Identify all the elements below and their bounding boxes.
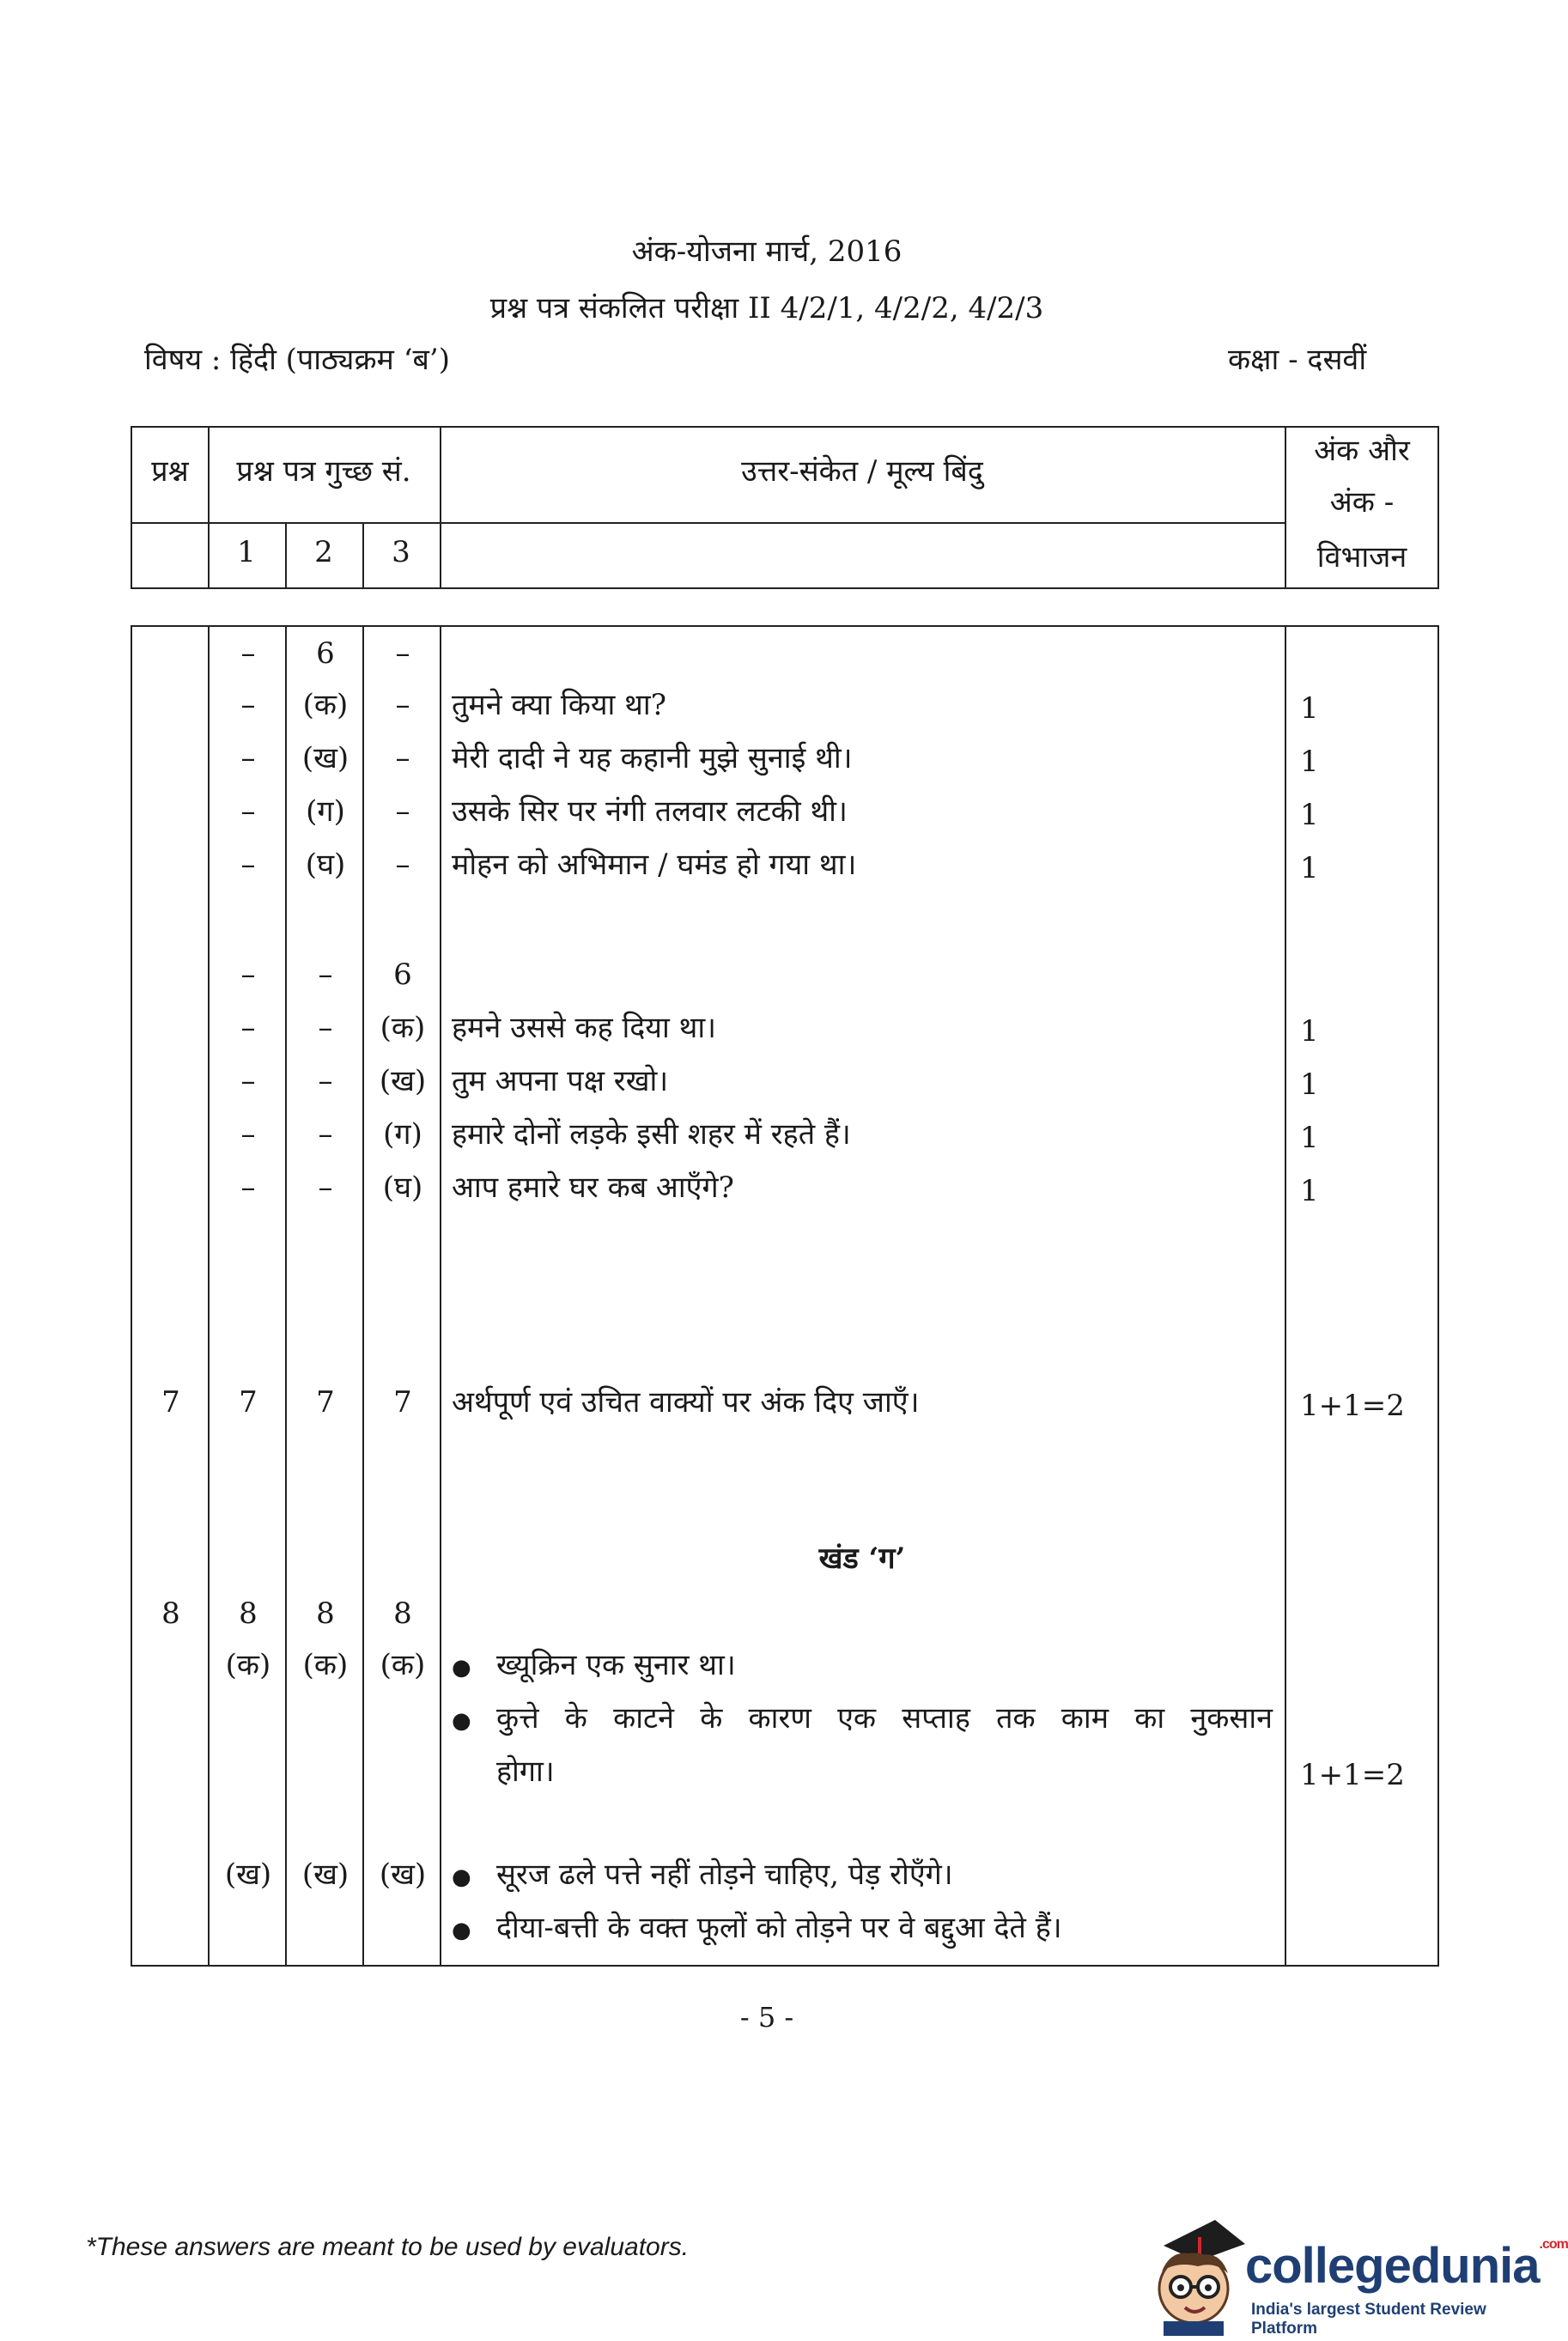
answer-text: ख्यूक्रिन एक सुनार था।: [496, 1648, 736, 1682]
answer-text: दीया-बत्ती के वक्त फूलों को तोड़ने पर वे बद्दुआ देते हैं।: [496, 1911, 1062, 1945]
cell-b: –: [318, 958, 333, 992]
cell-a: –: [240, 1170, 256, 1205]
question-number: 8: [161, 1596, 180, 1631]
cell-c: (क): [380, 1011, 426, 1045]
question-number: 7: [161, 1385, 180, 1420]
cell-b: 7: [316, 1385, 335, 1420]
header-set: प्रश्न पत्र गुच्छ सं.: [236, 454, 411, 489]
cell-a: –: [240, 688, 256, 722]
cell-c: (ख): [379, 1064, 427, 1098]
marks-value: 1: [1300, 851, 1319, 885]
page-title: अंक-योजना मार्च, 2016: [631, 234, 903, 269]
cell-b: (ग): [306, 794, 345, 829]
cell-a: –: [240, 794, 256, 829]
cell-c: 7: [393, 1385, 412, 1420]
header-answer: उत्तर-संकेत / मूल्य बिंदु: [741, 454, 983, 489]
cell-c: 6: [393, 958, 412, 992]
cell-c: –: [395, 794, 410, 829]
subject-label: विषय : हिंदी (पाठ्यक्रम ‘ब’): [144, 343, 450, 377]
marks-value: 1: [1300, 1174, 1319, 1208]
cell-a: 8: [239, 1596, 258, 1631]
answer-table: [131, 625, 1439, 1967]
header-marks-3: विभाजन: [1316, 540, 1407, 575]
marks-value: 1: [1300, 798, 1319, 832]
set-number-3: 3: [392, 535, 410, 569]
cell-b: –: [318, 1011, 333, 1045]
cell-b: 8: [316, 1596, 335, 1631]
cell-c: (क): [380, 1648, 426, 1682]
cell-a: 7: [239, 1385, 258, 1420]
answer-text: उसके सिर पर नंगी तलवार लटकी थी।: [452, 794, 848, 829]
header-question: प्रश्न: [151, 454, 189, 489]
cell-a: (क): [225, 1648, 271, 1682]
answer-text: तुम अपना पक्ष रखो।: [452, 1064, 669, 1098]
cell-b: (घ): [305, 848, 346, 882]
answer-text: होगा।: [496, 1754, 555, 1789]
bullet-icon: ●: [452, 1655, 471, 1681]
cell-c: –: [395, 688, 410, 722]
page-subtitle: प्रश्न पत्र संकलित परीक्षा II 4/2/1, 4/2/2, 4/2/3: [489, 291, 1044, 325]
cell-a: –: [240, 636, 256, 671]
cell-c: –: [395, 848, 410, 882]
logo-text: collegedunia$^{.com}$: [1245, 2237, 1568, 2294]
answer-text: मेरी दादी ने यह कहानी मुझे सुनाई थी।: [452, 741, 853, 775]
cell-b: (ख): [301, 1858, 349, 1892]
class-label: कक्षा - दसवीं: [1228, 343, 1367, 377]
cell-b: 6: [316, 636, 335, 671]
cell-c: 8: [393, 1596, 412, 1631]
cell-b: –: [318, 1170, 333, 1205]
answer-text: तुमने क्या किया था?: [452, 688, 666, 722]
cell-a: (ख): [224, 1858, 272, 1892]
marks-value: 1: [1300, 1014, 1319, 1049]
cell-a: –: [240, 848, 256, 882]
marks-value: 1: [1300, 1067, 1319, 1102]
logo-tagline: India's largest Student Review Platform: [1251, 2301, 1486, 2338]
set-number-1: 1: [237, 535, 256, 569]
cell-b: –: [318, 1117, 333, 1152]
mascot-icon: [1138, 2211, 1249, 2336]
cell-b: (ख): [301, 741, 349, 775]
answer-text: अर्थपूर्ण एवं उचित वाक्यों पर अंक दिए जाएँ।: [452, 1385, 920, 1420]
footer-note: *These answers are meant to be used by evaluators.: [86, 2233, 690, 2261]
page-number: - 5 -: [739, 2001, 794, 2034]
cell-b: –: [318, 1064, 333, 1098]
marks-value: 1+1=2: [1300, 1389, 1405, 1423]
cell-b: (क): [302, 1648, 349, 1682]
answer-text: मोहन को अभिमान / घमंड हो गया था।: [452, 848, 857, 882]
cell-c: –: [395, 636, 410, 671]
cell-a: –: [240, 1011, 256, 1045]
answer-text: कुत्ते के काटने के कारण एक सप्ताह तक काम का नुकसान: [496, 1701, 1273, 1736]
table-header: [131, 426, 1439, 589]
cell-c: (घ): [382, 1170, 423, 1205]
set-number-2: 2: [314, 535, 333, 569]
marks-value: 1: [1300, 745, 1319, 779]
section-title: खंड ‘ग’: [818, 1541, 906, 1576]
cell-c: (ख): [379, 1858, 427, 1892]
header-marks-1: अंक और: [1314, 434, 1410, 468]
bullet-icon: ●: [452, 1918, 471, 1943]
cell-c: (ग): [383, 1117, 422, 1152]
marks-value: 1: [1300, 691, 1319, 726]
cell-a: –: [240, 958, 256, 992]
header-marks-2: अंक -: [1329, 485, 1395, 520]
answer-text: आप हमारे घर कब आएँगे?: [452, 1170, 734, 1205]
cell-c: –: [395, 741, 410, 775]
collegedunia-logo[interactable]: [1138, 2211, 1568, 2338]
cell-a: –: [240, 1117, 256, 1152]
answer-text: सूरज ढले पत्ते नहीं तोड़ने चाहिए, पेड़ रोएँगे।: [496, 1858, 953, 1892]
cell-b: (क): [302, 688, 349, 722]
bullet-icon: ●: [452, 1708, 471, 1734]
cell-a: –: [240, 1064, 256, 1098]
cell-a: –: [240, 741, 256, 775]
bullet-icon: ●: [452, 1864, 471, 1890]
answer-text: हमारे दोनों लड़के इसी शहर में रहते हैं।: [452, 1117, 851, 1152]
answer-text: हमने उससे कह दिया था।: [452, 1011, 717, 1045]
marks-value: 1+1=2: [1300, 1758, 1405, 1792]
marks-value: 1: [1300, 1121, 1319, 1155]
